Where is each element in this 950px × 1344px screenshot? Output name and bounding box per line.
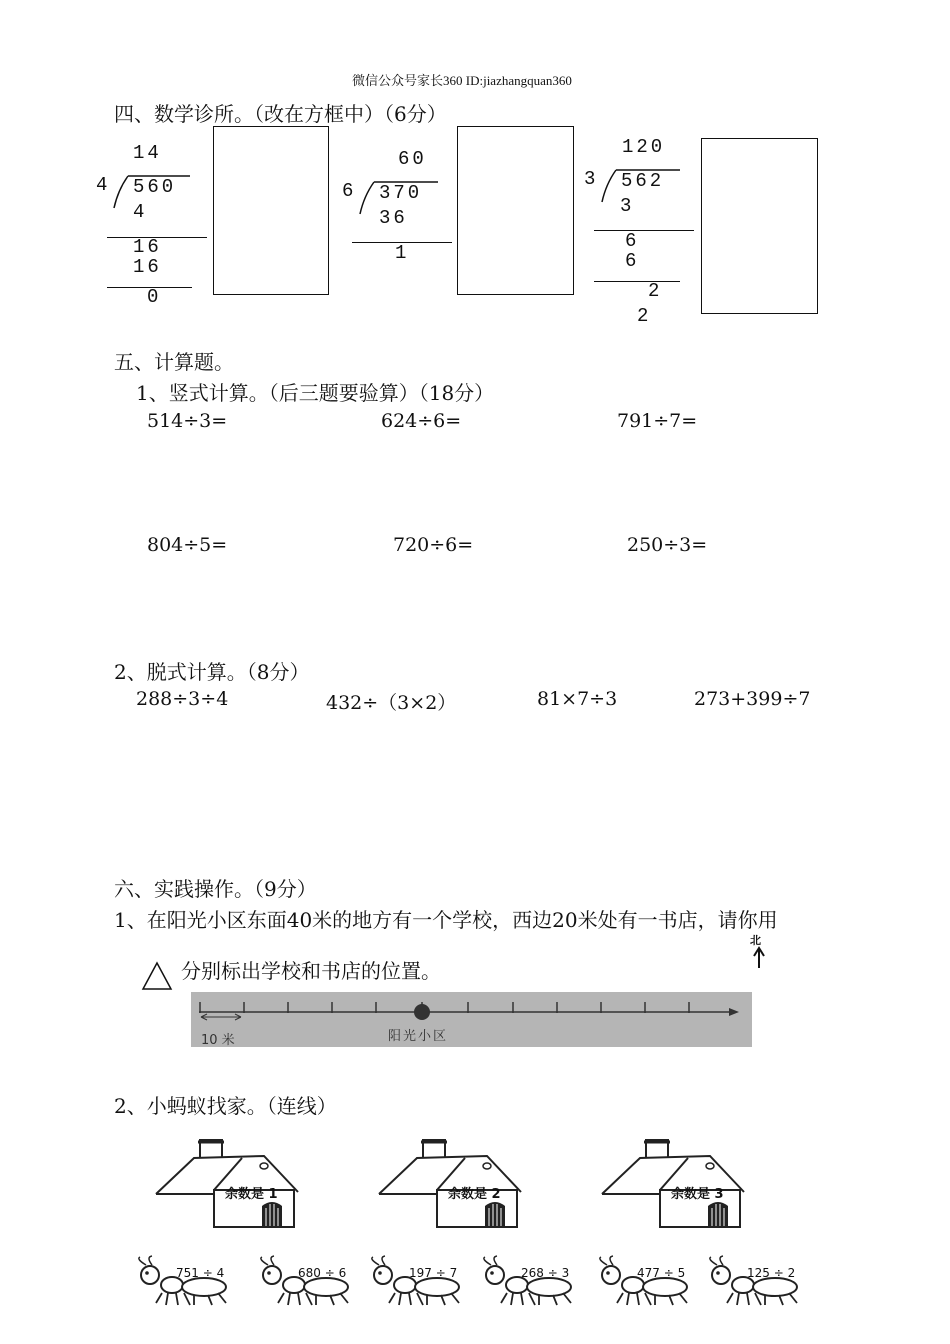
step-calc-item: 273+399÷7	[694, 688, 811, 710]
vertical-calc-item: 624÷6=	[381, 410, 462, 432]
ant-icon	[477, 1255, 577, 1309]
ant[interactable]	[132, 1255, 232, 1309]
vertical-calc-item: 514÷3=	[147, 410, 228, 432]
step-value: 4	[133, 201, 148, 223]
house[interactable]	[598, 1136, 748, 1230]
house[interactable]	[375, 1136, 525, 1230]
house[interactable]	[152, 1136, 302, 1230]
vertical-calc-item: 791÷7=	[617, 410, 698, 432]
quotient: 14	[133, 142, 162, 164]
correction-box-3[interactable]	[701, 138, 818, 314]
ant-icon	[593, 1255, 693, 1309]
ant-icon	[703, 1255, 803, 1309]
ant-label: 477 ÷ 5	[637, 1266, 686, 1280]
house-label: 余数是 3	[671, 1187, 724, 1202]
ant[interactable]	[593, 1255, 693, 1309]
step-calc-item: 81×7÷3	[537, 688, 618, 710]
step-line	[594, 230, 694, 231]
vertical-calc-title: 1、竖式计算。（后三题要验算）（18分）	[136, 381, 495, 405]
scale-label: 10 米	[201, 1033, 235, 1048]
ant-icon	[132, 1255, 232, 1309]
step-value: 36	[379, 207, 408, 229]
north-arrow-icon	[752, 946, 766, 970]
ant[interactable]	[703, 1255, 803, 1309]
correction-box-1[interactable]	[213, 126, 329, 295]
step-value: 2	[637, 305, 652, 327]
ant-label: 197 ÷ 7	[409, 1266, 458, 1280]
step-value: 6	[625, 250, 640, 272]
step-value: 0	[147, 286, 162, 308]
triangle-icon	[141, 961, 173, 991]
ant-icon	[254, 1255, 354, 1309]
vertical-calc-item: 804÷5=	[147, 534, 228, 556]
section5-title: 五、计算题。	[114, 350, 234, 374]
practice-q1-line2: 分别标出学校和书店的位置。	[181, 959, 441, 983]
step-calc-item: 288÷3÷4	[136, 688, 229, 710]
origin-label: 阳光小区	[388, 1029, 449, 1044]
number-line-panel	[191, 992, 752, 1047]
divisor: 3	[584, 168, 599, 190]
practice-q2-title: 2、小蚂蚁找家。（连线）	[114, 1094, 337, 1118]
step-value: 1	[395, 242, 410, 264]
vertical-calc-item: 720÷6=	[393, 534, 474, 556]
step-value: 2	[648, 280, 663, 302]
step-value: 6	[625, 230, 640, 252]
divisor: 4	[96, 174, 111, 196]
house-label: 余数是 2	[448, 1187, 501, 1202]
ant-label: 125 ÷ 2	[747, 1266, 796, 1280]
quotient: 120	[622, 136, 666, 158]
number-line[interactable]	[191, 992, 752, 1047]
step-calc-item: 432÷（3×2）	[326, 692, 457, 714]
section4-title: 四、数学诊所。（改在方框中）（6分）	[114, 102, 447, 126]
practice-q1-line1: 1、在阳光小区东面40米的地方有一个学校，西边20米处有一书店，请你用	[114, 908, 778, 932]
dividend: 370	[379, 182, 423, 204]
step-line	[594, 281, 680, 282]
step-value: 16	[133, 256, 162, 278]
quotient: 60	[398, 148, 427, 170]
ant[interactable]	[254, 1255, 354, 1309]
ant-label: 268 ÷ 3	[521, 1266, 570, 1280]
dividend: 560	[133, 176, 177, 198]
ant-label: 751 ÷ 4	[176, 1266, 225, 1280]
divisor: 6	[342, 180, 357, 202]
step-value: 16	[133, 236, 162, 258]
vertical-calc-item: 250÷3=	[627, 534, 708, 556]
header-watermark: 微信公众号家长360 ID:jiazhangquan360	[352, 73, 572, 88]
correction-box-2[interactable]	[457, 126, 574, 295]
dividend: 562	[621, 170, 665, 192]
ant-label: 680 ÷ 6	[298, 1266, 347, 1280]
north-label: 北	[750, 934, 761, 947]
ant[interactable]	[365, 1255, 465, 1309]
section6-title: 六、实践操作。（9分）	[114, 877, 317, 901]
ant[interactable]	[477, 1255, 577, 1309]
house-label: 余数是 1	[225, 1187, 278, 1202]
step-value: 3	[620, 195, 635, 217]
ant-icon	[365, 1255, 465, 1309]
step-calc-title: 2、脱式计算。（8分）	[114, 660, 310, 684]
